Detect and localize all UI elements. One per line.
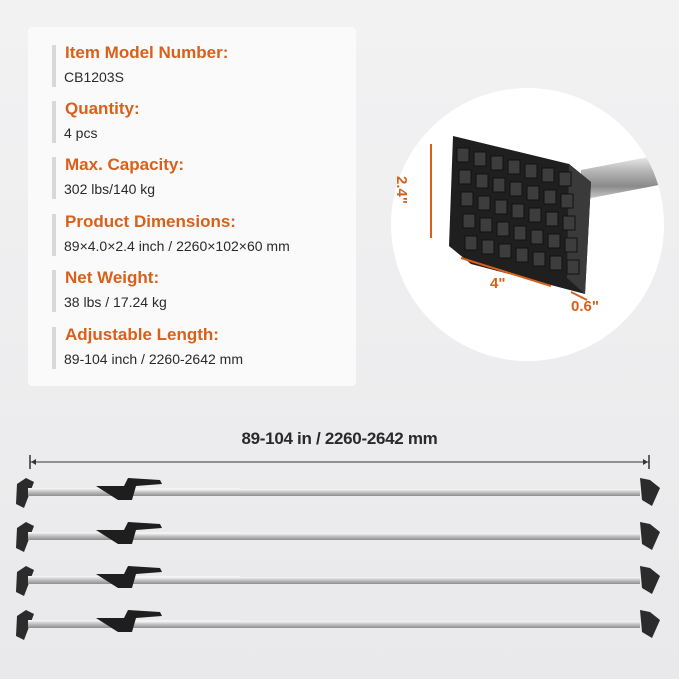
right-end-pad [640, 522, 660, 550]
right-end-pad [640, 478, 660, 506]
outer-tube [120, 489, 640, 496]
spec-label: Adjustable Length: [65, 325, 219, 344]
spec-value: 38 lbs / 17.24 kg [64, 294, 167, 310]
outer-tube [120, 621, 640, 628]
spec-value: 89×4.0×2.4 inch / 2260×102×60 mm [64, 238, 290, 254]
spec-value: 4 pcs [64, 125, 98, 141]
spec-label: Item Model Number: [65, 43, 229, 62]
spec-value: CB1203S [64, 69, 124, 85]
spec-value: 89-104 inch / 2260-2642 mm [64, 351, 243, 367]
cargo-bar [16, 522, 660, 552]
outer-tube [120, 577, 640, 584]
height-label: 2.4" [393, 176, 410, 204]
cargo-bar [16, 478, 660, 508]
depth-label: 0.6" [571, 298, 599, 315]
cargo-bar [16, 610, 660, 640]
cargo-bar [16, 566, 660, 596]
spec-label: Quantity: [65, 99, 140, 118]
adjustable-length-label: 89-104 in / 2260-2642 mm [241, 429, 438, 448]
spec-value: 302 lbs/140 kg [64, 181, 156, 197]
length-dimension-arrow [30, 455, 649, 469]
width-label: 4" [490, 275, 506, 292]
right-end-pad [640, 610, 660, 638]
spec-label: Max. Capacity: [65, 155, 185, 174]
spec-label: Net Weight: [65, 268, 160, 287]
outer-tube [120, 533, 640, 540]
right-end-pad [640, 566, 660, 594]
spec-label: Product Dimensions: [65, 212, 236, 231]
